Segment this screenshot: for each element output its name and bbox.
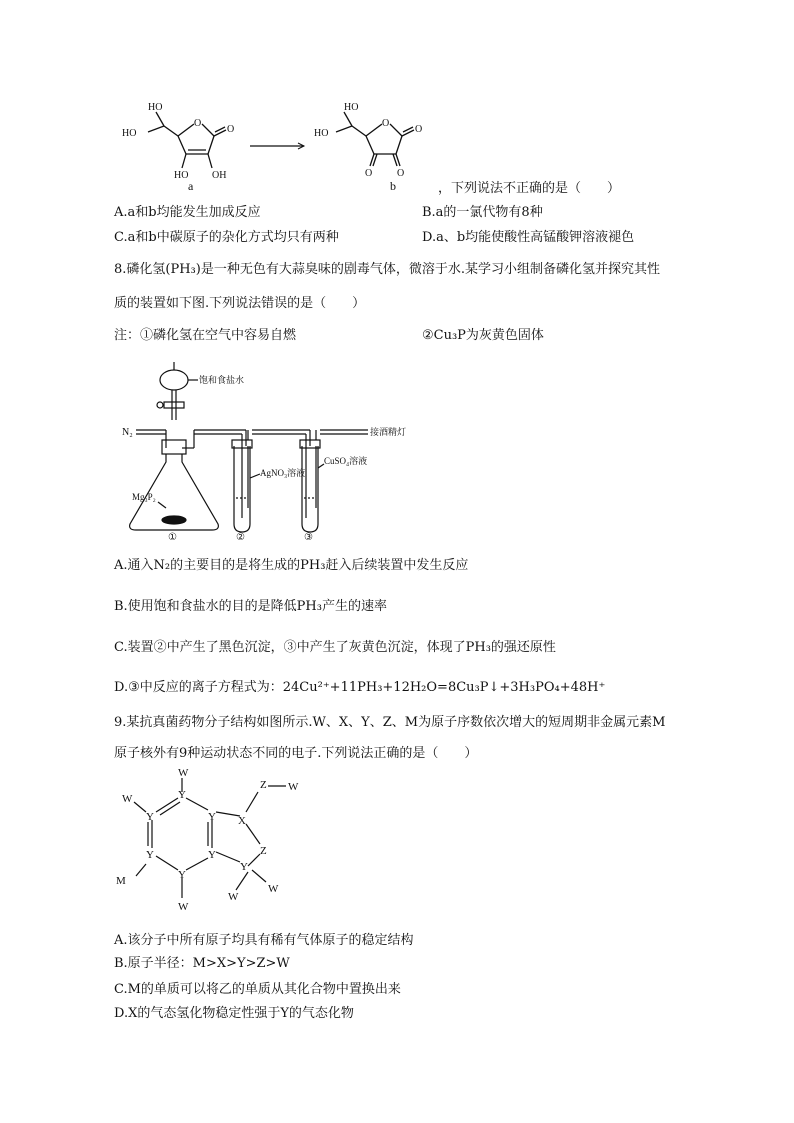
atom-w-bottom-right1: W	[228, 891, 239, 903]
atom-w-bottom-right2: W	[268, 883, 279, 895]
q7-option-d: D.a、b均能使酸性高锰酸钾溶液褪色	[422, 230, 635, 245]
atom-z-top: Z	[260, 779, 267, 791]
q9-option-c: C.M的单质可以将乙的单质从其化合物中置换出来	[114, 982, 401, 997]
q7-option-b: B.a的一氯代物有8种	[422, 205, 543, 220]
q7-stem-tail: ，下列说法不正确的是（ ）	[438, 181, 621, 196]
structure-a	[112, 92, 262, 192]
cuso4-label: CuSO₄溶液	[324, 456, 368, 466]
atom-z-ring: Z	[260, 845, 267, 857]
q9-option-a: A.该分子中所有原子均具有稀有气体原子的稳定结构	[114, 933, 414, 948]
b-ho-left-label: HO	[314, 128, 329, 139]
agno3-label: AgNO₃溶液	[260, 468, 306, 478]
atom-w-bottom: W	[178, 901, 189, 913]
q8-option-b: B.使用饱和食盐水的目的是降低PH₃产生的速率	[114, 599, 387, 614]
b-ring-oxygen-label: O	[382, 118, 390, 129]
apparatus-number-3: ③	[304, 532, 313, 540]
q8-stem-line2: 质的装置如下图.下列说法错误的是（ ）	[114, 296, 366, 311]
b-carbonyl-oxygen-label: O	[415, 124, 423, 135]
oh-left-label: HO	[174, 170, 189, 181]
atom-m: M	[116, 875, 126, 887]
apparatus-number-1: ①	[168, 532, 177, 540]
q7-option-c: C.a和b中碳原子的杂化方式均只有两种	[114, 230, 339, 245]
oh-right-label: OH	[212, 170, 227, 181]
q9-stem-line1: 9.某抗真菌药物分子结构如图所示.W、X、Y、Z、M为原子序数依次增大的短周期非金属元素M	[114, 715, 666, 730]
atom-w-right-top: W	[288, 781, 299, 793]
apparatus-number-2: ②	[236, 532, 245, 540]
b-ho-top-label: HO	[344, 102, 359, 113]
q8-note2: ②Cu₃P为灰黄色固体	[422, 328, 544, 343]
q8-option-c: C.装置②中产生了黑色沉淀，③中产生了灰黄色沉淀，体现了PH₃的强还原性	[114, 640, 556, 655]
ho-top-label: HO	[148, 102, 163, 113]
structure-b	[300, 92, 450, 192]
molecule-structure	[112, 766, 312, 926]
atom-y-left-bottom: Y	[146, 849, 154, 861]
ho-left-label: HO	[122, 128, 137, 139]
atom-y-right-bottom: Y	[208, 849, 216, 861]
label-b: b	[390, 179, 396, 192]
q8-option-d: D.③中反应的离子方程式为：24Cu²⁺+11PH₃+12H₂O=8Cu₃P↓+3H₃PO₄+48H⁺	[114, 680, 606, 695]
reaction-arrow	[248, 140, 308, 152]
n2-label: N₂	[122, 427, 133, 438]
q9-option-b: B.原子半径：M>X>Y>Z>W	[114, 956, 290, 971]
atom-w-left: W	[122, 793, 133, 805]
apparatus-figure	[114, 358, 414, 540]
label-a: a	[188, 179, 194, 192]
q8-option-a: A.通入N₂的主要目的是将生成的PH₃赶入后续装置中发生反应	[114, 558, 469, 573]
b-keto-oxygen-left-label: O	[365, 168, 373, 179]
q9-option-d: D.X的气态氢化物稳定性强于Y的气态化物	[114, 1006, 354, 1021]
q8-note1: 注：①磷化氢在空气中容易自燃	[114, 328, 297, 343]
atom-x: X	[238, 815, 246, 827]
atom-y-top: Y	[178, 789, 186, 801]
ring-oxygen-label: O	[194, 118, 202, 129]
q7-option-a: A.a和b均能发生加成反应	[114, 205, 261, 220]
atom-y-bottom: Y	[178, 869, 186, 881]
b-keto-oxygen-right-label: O	[397, 168, 405, 179]
atom-y-left-top: Y	[146, 811, 154, 823]
atom-w-top: W	[178, 767, 189, 779]
q9-stem-line2: 原子核外有9种运动状态不同的电子.下列说法正确的是（ ）	[114, 746, 478, 761]
q8-stem-line1: 8.磷化氢(PH₃)是一种无色有大蒜臭味的剧毒气体，微溶于水.某学习小组制备磷化氢并探究其性	[114, 262, 660, 277]
brine-label: 饱和食盐水	[199, 375, 245, 385]
mg3p2-label: Mg₃P₂	[132, 492, 156, 502]
atom-y-five-ring: Y	[240, 861, 248, 873]
lamp-label: 接酒精灯	[370, 427, 407, 437]
carbonyl-oxygen-label: O	[227, 124, 235, 135]
atom-y-right-top: Y	[208, 811, 216, 823]
